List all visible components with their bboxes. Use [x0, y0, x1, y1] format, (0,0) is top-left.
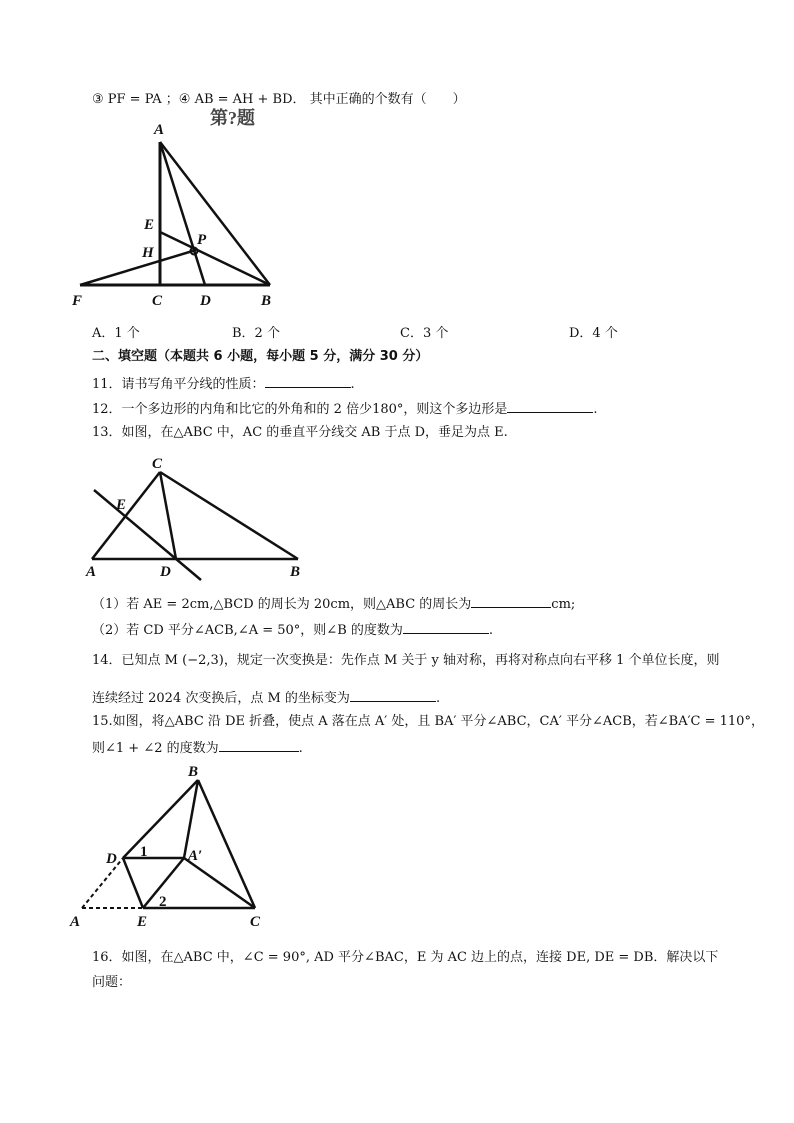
- q10-option-a: A．1 个: [92, 326, 140, 341]
- q14-end: .: [435, 691, 441, 706]
- q13-part2-blank[interactable]: [403, 620, 489, 634]
- q12: [92, 399, 598, 419]
- q12-answer-blank[interactable]: [507, 399, 593, 413]
- q10-label-p: P: [197, 232, 207, 248]
- q13-label-e: E: [116, 497, 127, 513]
- q10-label-h: H: [142, 245, 154, 261]
- q13-text: 13．如图，在△ABC 中，AC 的垂直平分线交 AB 于点 D，垂足为点 E.: [92, 425, 508, 440]
- q13-part2: [92, 620, 493, 640]
- q16-line2: 问题：: [92, 975, 132, 990]
- q13-label-a: A: [86, 564, 97, 580]
- q15-answer-blank[interactable]: [219, 738, 299, 752]
- q15-dashed-ad: [82, 858, 123, 908]
- q13-figure: [80, 452, 310, 582]
- q15-label-b: B: [188, 764, 199, 780]
- q10-line-ad: [160, 142, 205, 285]
- q10-label-f: F: [72, 293, 83, 309]
- q10-label-c: C: [152, 293, 163, 309]
- q11-text: 11．请书写角平分线的性质：: [92, 377, 265, 392]
- q12-end: .: [593, 402, 598, 417]
- q15-line-de: [123, 858, 143, 908]
- q15-figure: [60, 760, 290, 930]
- q13-part1-blank[interactable]: [471, 594, 551, 608]
- q10-label-d: D: [200, 293, 211, 309]
- q10-option-c: C．3 个: [400, 326, 449, 341]
- q15-label-c: C: [250, 914, 261, 930]
- q15-line1: 15.如图，将△ABC 沿 DE 折叠，使点 A 落在点 A′ 处，且 BA′ 平分∠ABC，CA′ 平分∠ACB，若∠BA′C = 110°，: [92, 714, 764, 729]
- q10-label-e: E: [144, 217, 155, 233]
- q13-label-d: D: [160, 564, 171, 580]
- q13-part1-text: （1）若 AE = 2cm,△BCD 的周长为 20cm，则△ABC 的周长为: [92, 597, 472, 612]
- q14-answer-blank[interactable]: [350, 688, 436, 702]
- q10-line-ab: [160, 142, 270, 285]
- q15-line2-text: 则∠1 + ∠2 的度数为: [92, 741, 219, 756]
- q15-label-a: A: [70, 914, 81, 930]
- q10-label-b: B: [261, 293, 272, 309]
- q14-line2: [92, 688, 440, 708]
- q13-part2-end: .: [488, 623, 494, 638]
- q12-text: 12．一个多边形的内角和比它的外角和的 2 倍少180°，则这个多边形是: [92, 402, 508, 417]
- q10-line-eb: [160, 232, 270, 285]
- q14-line2-text: 连续经过 2024 次变换后，点 M 的坐标变为: [92, 691, 350, 706]
- q10-option-d: D．4 个: [569, 326, 618, 341]
- q11-answer-blank[interactable]: [265, 374, 351, 388]
- q15-label-angle1: 1: [140, 844, 148, 860]
- q15-label-angle2: 2: [159, 894, 167, 910]
- q15-label-e: E: [137, 914, 148, 930]
- q10-figure: [60, 110, 300, 315]
- q13-part1: [92, 594, 575, 614]
- q10-line-fp: [80, 250, 196, 285]
- q13-part1-unit: cm;: [551, 597, 576, 612]
- q11: [92, 374, 355, 394]
- q13-line-cb: [160, 472, 298, 559]
- section-heading: 二、填空题（本题共 6 小题，每小题 5 分，满分 30 分）: [92, 349, 429, 364]
- q13-label-b: B: [290, 564, 301, 580]
- q15-line2: [92, 738, 303, 758]
- q11-end: .: [350, 377, 355, 392]
- q15-label-a-prime: A′: [188, 848, 203, 864]
- q13-label-c: C: [152, 456, 163, 472]
- q10-label-a: A: [154, 122, 165, 138]
- q13-part2-text: （2）若 CD 平分∠ACB,∠A = 50°，则∠B 的度数为: [92, 623, 403, 638]
- q14-line1: 14．已知点 M (−2,3)，规定一次变换是：先作点 M 关于 y 轴对称，再将对称点向右平移 1 个单位长度，则: [92, 653, 720, 668]
- q16-line1: 16．如图，在△ABC 中，∠C = 90°, AD 平分∠BAC，E 为 AC 边上的点，连接 DE, DE = DB．解决以下: [92, 950, 719, 965]
- q10-watermark: 第?题: [210, 108, 255, 128]
- q15-end: .: [298, 741, 303, 756]
- q10-conditions: ③ PF = PA ；④ AB = AH + BD． 其中正确的个数有（ ）: [92, 92, 466, 107]
- q10-option-b: B．2 个: [232, 326, 280, 341]
- q15-label-d: D: [106, 851, 117, 867]
